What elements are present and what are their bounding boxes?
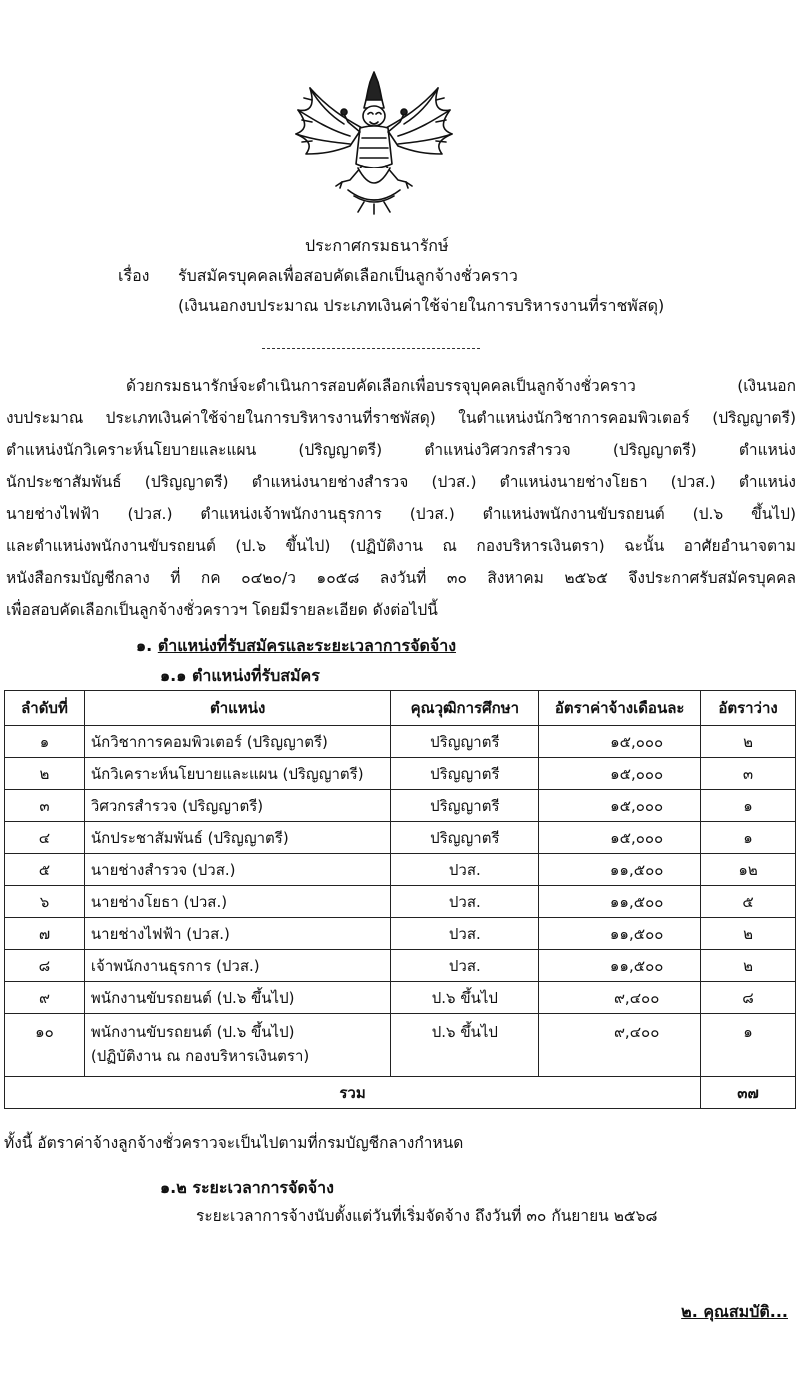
header-vacancy: อัตราว่าง — [701, 691, 796, 726]
body-line: นักประชาสัมพันธ์ (ปริญญาตรี) ตำแหน่งนายช่างสำรวจ (ปวส.) ตำแหน่งนายช่างโยธา (ปวส.) ตำแหน่ง — [6, 473, 796, 491]
cell-no: ๕ — [5, 854, 85, 886]
header-position: ตำแหน่ง — [84, 691, 391, 726]
cell-vacancy: ๕ — [701, 886, 796, 918]
body-line: งบประมาณ ประเภทเงินค่าใช้จ่ายในการบริหารงานที่ราชพัสดุ) ในตำแหน่งนักวิชาการคอมพิวเตอร์ (ปริญญาตรี) — [6, 409, 796, 427]
cell-vacancy: ๑ — [701, 790, 796, 822]
cell-no: ๖ — [5, 886, 85, 918]
cell-position: นักประชาสัมพันธ์ (ปริญญาตรี) — [84, 822, 391, 854]
table-row — [5, 886, 796, 918]
cell-wage: ๑๕,๐๐๐ — [539, 726, 701, 758]
table-row — [5, 726, 796, 758]
cell-position: นายช่างโยธา (ปวส.) — [84, 886, 391, 918]
cell-education: ปวส. — [391, 950, 539, 982]
cell-education: ปวส. — [391, 886, 539, 918]
garuda-emblem-icon — [288, 68, 460, 216]
cell-no: ๘ — [5, 950, 85, 982]
cell-no: ๑ — [5, 726, 85, 758]
cell-position — [84, 1014, 391, 1077]
body-line: เพื่อสอบคัดเลือกเป็นลูกจ้างชั่วคราวฯ โดยมีรายละเอียด ดังต่อไปนี้ — [6, 601, 438, 619]
cell-no: ๔ — [5, 822, 85, 854]
table-row — [5, 918, 796, 950]
cell-wage: ๑๑,๕๐๐ — [539, 886, 701, 918]
cell-education: ปริญญาตรี — [391, 726, 539, 758]
wage-note: ทั้งนี้ อัตราค่าจ้างลูกจ้างชั่วคราวจะเป็นไปตามที่กรมบัญชีกลางกำหนด — [4, 1134, 464, 1152]
next-page-marker: ๒. คุณสมบัติ... — [681, 1302, 788, 1321]
cell-vacancy: ๑๒ — [701, 854, 796, 886]
header-wage: อัตราค่าจ้างเดือนละ — [539, 691, 701, 726]
section-1-number: ๑. — [136, 636, 153, 655]
cell-education: ปวส. — [391, 854, 539, 886]
cell-education: ป.๖ ขึ้นไป — [391, 1014, 539, 1077]
cell-vacancy: ๒ — [701, 918, 796, 950]
cell-wage: ๙,๔๐๐ — [539, 1014, 701, 1077]
section-1-2-heading: ๑.๒ ระยะเวลาการจัดจ้าง — [160, 1178, 334, 1197]
cell-position: นักวิชาการคอมพิวเตอร์ (ปริญญาตรี) — [84, 726, 391, 758]
header-education: คุณวุฒิการศึกษา — [391, 691, 539, 726]
body-line: ด้วยกรมธนารักษ์จะดำเนินการสอบคัดเลือกเพื่อบรรจุบุคคลเป็นลูกจ้างชั่วคราว (เงินนอก — [126, 377, 796, 395]
table-row — [5, 790, 796, 822]
body-paragraph — [6, 370, 796, 626]
cell-no: ๗ — [5, 918, 85, 950]
cell-education: ปริญญาตรี — [391, 790, 539, 822]
cell-vacancy: ๒ — [701, 726, 796, 758]
cell-education: ปริญญาตรี — [391, 758, 539, 790]
cell-wage: ๑๕,๐๐๐ — [539, 758, 701, 790]
cell-position-line2: (ปฏิบัติงาน ณ กองบริหารเงินตรา) — [90, 1047, 310, 1065]
cell-position: พนักงานขับรถยนต์ (ป.๖ ขึ้นไป) — [84, 982, 391, 1014]
cell-no: ๒ — [5, 758, 85, 790]
cell-education: ป.๖ ขึ้นไป — [391, 982, 539, 1014]
cell-position: เจ้าพนักงานธุรการ (ปวส.) — [84, 950, 391, 982]
cell-education: ปวส. — [391, 918, 539, 950]
cell-wage: ๑๕,๐๐๐ — [539, 822, 701, 854]
cell-no: ๙ — [5, 982, 85, 1014]
cell-no: ๓ — [5, 790, 85, 822]
section-1-heading — [136, 634, 456, 659]
table-row — [5, 854, 796, 886]
cell-wage: ๑๑,๕๐๐ — [539, 918, 701, 950]
cell-vacancy: ๑ — [701, 822, 796, 854]
total-label: รวม — [5, 1077, 701, 1109]
table-total-row — [5, 1077, 796, 1109]
cell-position-line1: พนักงานขับรถยนต์ (ป.๖ ขึ้นไป) — [90, 1023, 295, 1041]
cell-position: นักวิเคราะห์นโยบายและแผน (ปริญญาตรี) — [84, 758, 391, 790]
cell-vacancy: ๓ — [701, 758, 796, 790]
table-row — [5, 950, 796, 982]
cell-position: วิศวกรสำรวจ (ปริญญาตรี) — [84, 790, 391, 822]
positions-table — [4, 690, 796, 1109]
body-line: และตำแหน่งพนักงานขับรถยนต์ (ป.๖ ขึ้นไป) (ปฏิบัติงาน ณ กองบริหารเงินตรา) ฉะนั้น อาศัยอำนาจตาม — [6, 537, 796, 555]
cell-vacancy: ๒ — [701, 950, 796, 982]
table-row — [5, 822, 796, 854]
divider-line — [262, 348, 480, 349]
cell-education: ปริญญาตรี — [391, 822, 539, 854]
announcement-title: ประกาศกรมธนารักษ์ — [305, 236, 449, 255]
table-row — [5, 1014, 796, 1077]
table-header-row — [5, 691, 796, 726]
table-row — [5, 758, 796, 790]
table-row — [5, 982, 796, 1014]
header-no: ลำดับที่ — [5, 691, 85, 726]
body-line: นายช่างไฟฟ้า (ปวส.) ตำแหน่งเจ้าพนักงานธุรการ (ปวส.) ตำแหน่งพนักงานขับรถยนต์ (ป.๖ ขึ้นไป) — [6, 505, 796, 523]
total-value: ๓๗ — [701, 1077, 796, 1109]
cell-wage: ๙,๔๐๐ — [539, 982, 701, 1014]
section-1-title: ตำแหน่งที่รับสมัครและระยะเวลาการจัดจ้าง — [157, 636, 457, 655]
subject-text: รับสมัครบุคคลเพื่อสอบคัดเลือกเป็นลูกจ้างชั่วคราว — [178, 266, 518, 285]
body-line: หนังสือกรมบัญชีกลาง ที่ กค ๐๔๒๐/ว ๑๐๕๘ ลงวันที่ ๓๐ สิงหาคม ๒๕๖๕ จึงประกาศรับสมัครบุคคล — [6, 569, 796, 587]
section-1-1-heading: ๑.๑ ตำแหน่งที่รับสมัคร — [160, 666, 320, 685]
employment-period-text: ระยะเวลาการจ้างนับตั้งแต่วันที่เริ่มจัดจ้าง ถึงวันที่ ๓๐ กันยายน ๒๕๖๘ — [196, 1207, 658, 1225]
cell-no: ๑๐ — [5, 1014, 85, 1077]
cell-wage: ๑๕,๐๐๐ — [539, 790, 701, 822]
subject-note: (เงินนอกงบประมาณ ประเภทเงินค่าใช้จ่ายในการบริหารงานที่ราชพัสดุ) — [178, 296, 665, 315]
body-line: ตำแหน่งนักวิเคราะห์นโยบายและแผน (ปริญญาตรี) ตำแหน่งวิศวกรสำรวจ (ปริญญาตรี) ตำแหน่ง — [6, 441, 796, 459]
cell-position: นายช่างสำรวจ (ปวส.) — [84, 854, 391, 886]
cell-vacancy: ๑ — [701, 1014, 796, 1077]
cell-wage: ๑๑,๕๐๐ — [539, 950, 701, 982]
cell-wage: ๑๑,๕๐๐ — [539, 854, 701, 886]
cell-vacancy: ๘ — [701, 982, 796, 1014]
subject-label: เรื่อง — [118, 266, 150, 285]
cell-position: นายช่างไฟฟ้า (ปวส.) — [84, 918, 391, 950]
